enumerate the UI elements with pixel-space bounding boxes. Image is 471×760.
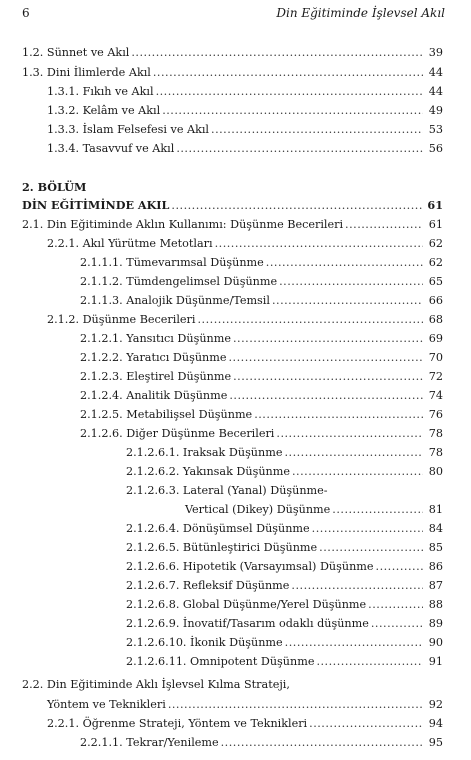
toc-entry[interactable] [47, 104, 443, 118]
toc-entry[interactable] [80, 370, 443, 384]
leader-dots [285, 636, 423, 650]
leader-dots [371, 617, 423, 631]
toc-entry[interactable] [80, 275, 443, 289]
toc-entry-label: 2.1.2.5. Metabilişsel Düşünme [80, 408, 253, 421]
toc-entry-label: 2.2.1. Akıl Yürütme Metotları [47, 237, 213, 250]
page-number: 6 [22, 6, 30, 20]
toc-entry-page: 80 [428, 465, 443, 478]
toc-entry[interactable] [22, 218, 443, 232]
toc-entry[interactable] [126, 636, 443, 650]
toc-entry-page: 66 [428, 294, 443, 307]
leader-dots [368, 598, 423, 612]
toc-entry-chapter[interactable] [22, 198, 443, 213]
toc-entry-label: 2.1.2.6.11. Omnipotent Düşünme [126, 655, 315, 668]
toc-entry-page: 62 [428, 256, 443, 269]
leader-dots [229, 389, 423, 403]
toc-entry-page: 44 [428, 85, 443, 98]
toc-entry-label: 2.1.2.1. Yansıtıcı Düşünme [80, 332, 231, 345]
toc-entry[interactable] [126, 560, 443, 574]
toc-entry[interactable] [80, 256, 443, 270]
toc-entry[interactable] [126, 617, 443, 631]
toc-entry[interactable] [22, 66, 443, 80]
toc-entry-label: 2.1.2. Düşünme Becerileri [47, 313, 196, 326]
leader-dots [309, 717, 423, 731]
leader-dots [156, 85, 423, 99]
leader-dots [215, 237, 423, 251]
page-header [0, 0, 471, 22]
leader-dots [162, 104, 423, 118]
toc-entry-label: 2.1.2.6.5. Bütünleştirici Düşünme [126, 541, 318, 554]
toc-entry-wrapped[interactable] [22, 678, 290, 692]
toc-entry[interactable] [126, 655, 443, 669]
toc-entry-page: 89 [428, 617, 443, 630]
toc-entry-label: 2.2.1. Öğrenme Strateji, Yöntem ve Teknikleri [47, 717, 308, 730]
toc-entry-label: 2.1.2.6.10. İkonik Düşünme [126, 636, 283, 649]
toc-entry-page: 85 [428, 541, 443, 554]
toc-entry-continuation[interactable] [185, 503, 443, 517]
toc-entry-label: 2.1.2.3. Eleştirel Düşünme [80, 370, 232, 383]
leader-dots [279, 275, 423, 289]
toc-entry-page: 61 [428, 218, 443, 231]
toc-entry-label: Vertical (Dikey) Düşünme [185, 503, 331, 516]
toc-entry-page: 92 [428, 698, 443, 711]
leader-dots [171, 199, 423, 213]
leader-dots [131, 46, 423, 60]
toc-entry[interactable] [80, 736, 443, 750]
toc-entry[interactable] [80, 389, 443, 403]
toc-entry-label: 2.1.2.6.2. Yakınsak Düşünme [126, 465, 290, 478]
toc-entry-page: 81 [428, 503, 443, 516]
toc-entry-label: 2.1.1.3. Analojik Düşünme/Temsil [80, 294, 270, 307]
toc-entry-page: 44 [428, 66, 443, 79]
toc-entry-page: 90 [428, 636, 443, 649]
toc-entry[interactable] [22, 46, 443, 60]
leader-dots [254, 408, 423, 422]
toc-entry-label: 2.1.1.2. Tümdengelimsel Düşünme [80, 275, 278, 288]
toc-entry-continuation[interactable] [47, 698, 443, 712]
leader-dots [233, 332, 423, 346]
section-heading: 2. BÖLÜM [22, 180, 87, 194]
leader-dots [211, 123, 423, 137]
leader-dots [229, 351, 424, 365]
toc-entry-label: 2.1.2.6.6. Hipotetik (Varsayımsal) Düşünme [126, 560, 374, 573]
leader-dots [233, 370, 423, 384]
toc-entry-page: 76 [428, 408, 443, 421]
leader-dots [292, 465, 423, 479]
toc-entry-page: 72 [428, 370, 443, 383]
toc-entry-label: 1.3.2. Kelâm ve Akıl [47, 104, 161, 117]
toc-entry[interactable] [47, 85, 443, 99]
toc-entry-label: 2.1.2.6.8. Global Düşünme/Yerel Düşünme [126, 598, 367, 611]
toc-entry-page: 78 [428, 446, 443, 459]
toc-entry[interactable] [80, 427, 443, 441]
toc-entry-page: 70 [428, 351, 443, 364]
leader-dots [376, 560, 423, 574]
toc-entry-label: 2.2.1.1. Tekrar/Yenileme [80, 736, 219, 749]
toc-entry-page: 88 [428, 598, 443, 611]
toc-entry-label: 2.1.2.6.3. Lateral (Yanal) Düşünme- [126, 484, 328, 497]
toc-entry-page: 69 [428, 332, 443, 345]
toc-entry-label: 2.1.2.6.9. İnovatif/Tasarım odaklı düşünme [126, 617, 369, 630]
leader-dots [284, 446, 423, 460]
toc-entry-label: 1.3.3. İslam Felsefesi ve Akıl [47, 123, 210, 136]
toc-entry-label: 2.1.1.1. Tümevarımsal Düşünme [80, 256, 264, 269]
toc-entry-label: 1.3.4. Tasavvuf ve Akıl [47, 142, 175, 155]
toc-entry-page: 53 [428, 123, 443, 136]
toc-entry-page: 68 [428, 313, 443, 326]
toc-entry-page: 56 [428, 142, 443, 155]
toc-entry[interactable] [47, 313, 443, 327]
toc-entry-page: 39 [428, 46, 443, 59]
toc-entry[interactable] [47, 123, 443, 137]
leader-dots [272, 294, 423, 308]
toc-entry-label: 2.1.2.6.1. Iraksak Düşünme [126, 446, 283, 459]
leader-dots [168, 698, 423, 712]
toc-entry-label: 2.1.2.4. Analitik Düşünme [80, 389, 228, 402]
leader-dots [332, 503, 423, 517]
toc-entry[interactable] [126, 579, 443, 593]
toc-entry-label: 2.1. Din Eğitiminde Aklın Kullanımı: Düşünme Becerileri [22, 218, 344, 231]
toc-entry[interactable] [126, 465, 443, 479]
leader-dots [345, 218, 423, 232]
toc-entry-label: DİN EĞİTİMİNDE AKIL [22, 198, 170, 212]
running-title: Din Eğitiminde İşlevsel Akıl [276, 6, 445, 20]
leader-dots [316, 655, 423, 669]
toc-entry-wrapped[interactable] [126, 484, 328, 498]
toc-entry-label: 1.3. Dini İlimlerde Akıl [22, 66, 151, 79]
toc-entry-label: Yöntem ve Teknikleri [47, 698, 166, 711]
toc-entry[interactable] [80, 332, 443, 346]
toc-entry-page: 91 [428, 655, 443, 668]
toc-entry-page: 74 [428, 389, 443, 402]
toc-entry[interactable] [126, 598, 443, 612]
toc-entry-page: 61 [427, 198, 443, 212]
toc-entry-page: 87 [428, 579, 443, 592]
leader-dots [312, 522, 423, 536]
leader-dots [153, 66, 423, 80]
toc-entry[interactable] [80, 408, 443, 422]
toc-entry-label: 2.1.2.6.4. Dönüşümsel Düşünme [126, 522, 310, 535]
toc-entry[interactable] [80, 294, 443, 308]
toc-entry[interactable] [47, 237, 443, 251]
toc-entry-page: 84 [428, 522, 443, 535]
toc-entry-page: 62 [428, 237, 443, 250]
leader-dots [221, 736, 423, 750]
leader-dots [176, 142, 423, 156]
toc-entry-page: 65 [428, 275, 443, 288]
toc-entry-label: 2.2. Din Eğitiminde Aklı İşlevsel Kılma Strateji, [22, 678, 290, 691]
toc-entry-label: 2.1.2.6. Diğer Düşünme Becerileri [80, 427, 275, 440]
toc-entry-label: 1.3.1. Fıkıh ve Akıl [47, 85, 154, 98]
toc-entry[interactable] [80, 351, 443, 365]
toc-entry[interactable] [126, 446, 443, 460]
toc-entry-label: 2.1.2.6.7. Refleksif Düşünme [126, 579, 290, 592]
toc-entry[interactable] [47, 142, 443, 156]
toc-entry-page: 94 [428, 717, 443, 730]
toc-entry-page: 95 [428, 736, 443, 749]
toc-entry-page: 86 [428, 560, 443, 573]
toc-entry-page: 78 [428, 427, 443, 440]
leader-dots [291, 579, 423, 593]
leader-dots [276, 427, 423, 441]
toc-entry[interactable] [126, 522, 443, 536]
toc-entry-label: 2.1.2.2. Yaratıcı Düşünme [80, 351, 227, 364]
leader-dots [319, 541, 423, 555]
toc-entry[interactable] [47, 717, 443, 731]
toc-entry[interactable] [126, 541, 443, 555]
leader-dots [197, 313, 423, 327]
toc-entry-label: 1.2. Sünnet ve Akıl [22, 46, 130, 59]
toc-entry-page: 49 [428, 104, 443, 117]
leader-dots [266, 256, 423, 270]
